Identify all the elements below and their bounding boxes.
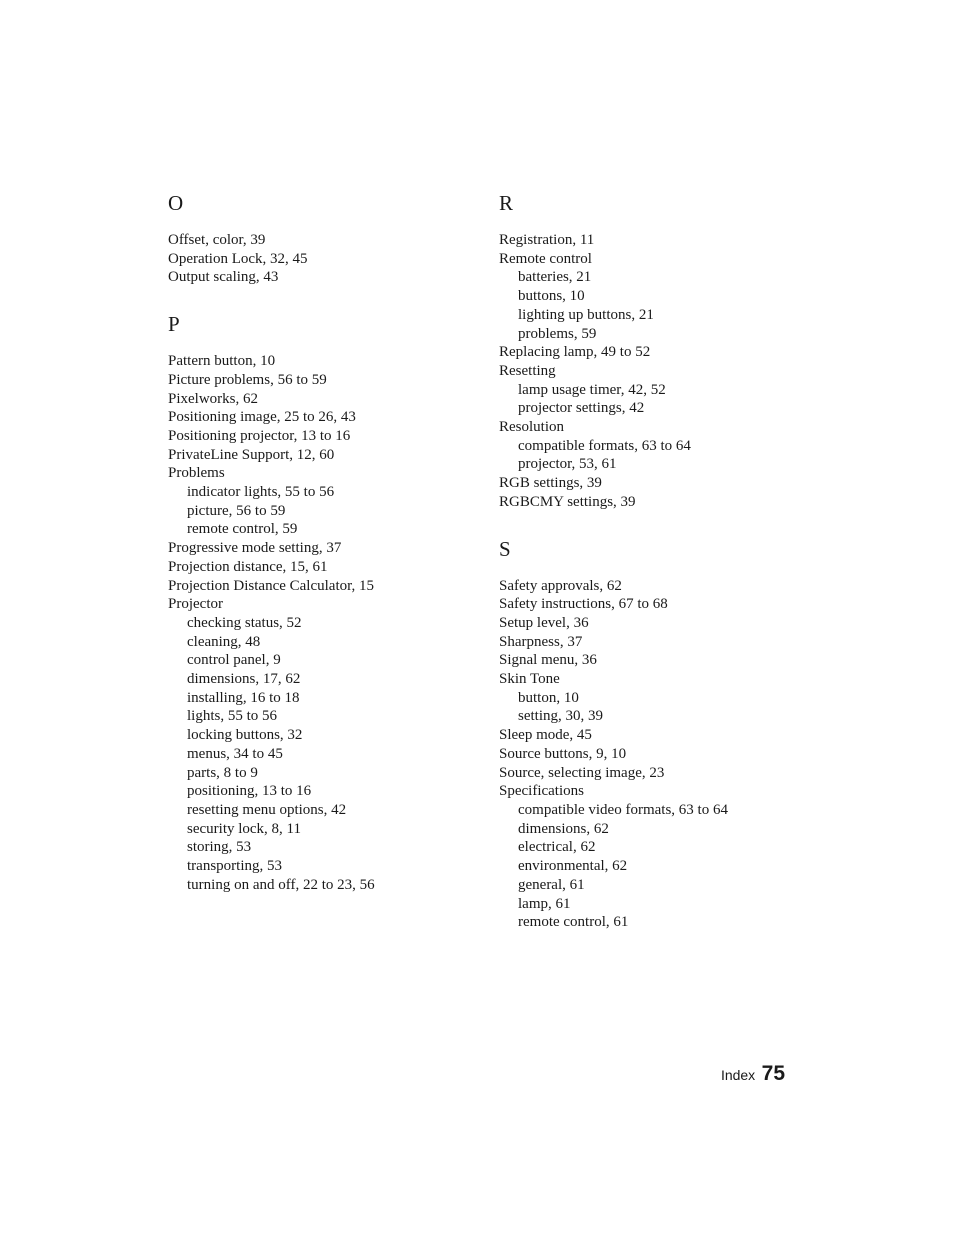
index-entry-text: Output scaling, 43 <box>168 269 279 286</box>
page-number: 75 <box>761 1062 785 1085</box>
index-entry <box>499 493 819 512</box>
index-entry <box>499 764 819 783</box>
index-entry-text: Projection distance, 15, 61 <box>168 558 328 575</box>
index-subentry: lighting up buttons, 21 <box>518 306 654 323</box>
index-subentry: general, 61 <box>518 876 585 893</box>
index-subentry: electrical, 62 <box>518 839 596 856</box>
index-entry <box>499 745 819 764</box>
index-subentry: button, 10 <box>518 689 579 706</box>
index-entry-text: Setup level, 36 <box>499 614 589 631</box>
section-letter-heading: P <box>168 312 180 337</box>
footer-section-label: Index <box>720 1067 756 1083</box>
index-subentry: security lock, 8, 11 <box>187 820 302 837</box>
index-subentry: locking buttons, 32 <box>187 727 303 744</box>
index-entry-text: Positioning image, 25 to 26, 43 <box>168 409 356 426</box>
index-entry-text: RGB settings, 39 <box>499 475 602 492</box>
index-entry <box>168 408 468 427</box>
index-entry <box>499 726 819 745</box>
index-entry <box>168 595 468 894</box>
index-entry <box>499 782 819 932</box>
index-entry-text: Safety instructions, 67 to 68 <box>499 596 668 613</box>
index-subentry: cleaning, 48 <box>187 633 261 650</box>
index-entry <box>168 268 468 287</box>
index-subentry: lights, 55 to 56 <box>187 708 278 725</box>
index-subentry: menus, 34 to 45 <box>187 745 283 762</box>
index-subentry: batteries, 21 <box>518 269 592 286</box>
index-entry-text: Projector <box>168 596 223 613</box>
index-entry <box>499 231 819 250</box>
index-subentry: lamp, 61 <box>518 895 571 912</box>
index-subentry-list <box>168 483 468 539</box>
index-section <box>168 311 468 894</box>
index-entry-list <box>499 577 819 932</box>
index-subentry-list <box>499 437 819 474</box>
index-entry <box>168 231 468 250</box>
index-entry <box>168 558 468 577</box>
index-subentry: parts, 8 to 9 <box>187 764 258 781</box>
index-entry <box>499 651 819 670</box>
index-column-left <box>168 190 468 919</box>
index-entry-text: Safety approvals, 62 <box>499 577 622 594</box>
index-subentry: remote control, 61 <box>518 914 629 931</box>
index-entry-text: Positioning projector, 13 to 16 <box>168 427 351 444</box>
index-entry <box>499 250 819 344</box>
index-entry <box>499 595 819 614</box>
index-entry <box>499 343 819 362</box>
index-entry-text: Pattern button, 10 <box>168 353 276 370</box>
index-entry-text: Resolution <box>499 419 565 436</box>
index-subentry: projector settings, 42 <box>518 400 645 417</box>
index-subentry-list <box>499 801 819 932</box>
index-subentry: picture, 56 to 59 <box>187 502 286 519</box>
index-entry-list <box>168 231 468 287</box>
index-subentry: positioning, 13 to 16 <box>187 783 312 800</box>
index-entry-list <box>168 352 468 894</box>
index-entry <box>499 577 819 596</box>
index-subentry: dimensions, 17, 62 <box>187 671 301 688</box>
index-subentry-list <box>499 268 819 343</box>
index-entry <box>168 446 468 465</box>
index-subentry: indicator lights, 55 to 56 <box>187 484 335 501</box>
index-subentry: control panel, 9 <box>187 652 281 669</box>
section-letter-heading: R <box>499 191 514 215</box>
section-letter-heading: O <box>168 191 184 215</box>
index-entry-text: RGBCMY settings, 39 <box>499 493 636 510</box>
index-entry <box>168 390 468 409</box>
index-entry-text: Offset, color, 39 <box>168 232 266 248</box>
index-entry <box>499 614 819 633</box>
index-entry <box>168 250 468 269</box>
index-entry <box>168 539 468 558</box>
index-entry-text: Resetting <box>499 362 556 379</box>
index-entry-text: Registration, 11 <box>499 232 595 248</box>
index-entry-text: Specifications <box>499 783 584 800</box>
index-subentry-list <box>168 614 468 895</box>
index-entry-text: PrivateLine Support, 12, 60 <box>168 446 335 463</box>
index-entry-text: Signal menu, 36 <box>499 652 597 669</box>
index-subentry: compatible formats, 63 to 64 <box>518 437 691 454</box>
index-entry <box>499 362 819 418</box>
page-footer <box>690 1062 785 1086</box>
index-entry-text: Source buttons, 9, 10 <box>499 745 627 762</box>
index-subentry-list <box>499 381 819 418</box>
index-entry <box>168 371 468 390</box>
index-subentry: dimensions, 62 <box>518 820 609 837</box>
index-entry <box>499 670 819 726</box>
index-subentry-list <box>499 689 819 726</box>
index-subentry: checking status, 52 <box>187 614 302 631</box>
index-entry-text: Sharpness, 37 <box>499 633 583 650</box>
index-subentry: setting, 30, 39 <box>518 708 603 725</box>
index-section <box>168 190 468 287</box>
index-entry-text: Progressive mode setting, 37 <box>168 540 342 557</box>
index-entry <box>499 633 819 652</box>
index-entry <box>168 464 468 539</box>
index-subentry: resetting menu options, 42 <box>187 801 347 818</box>
index-entry-text: Replacing lamp, 49 to 52 <box>499 344 651 361</box>
index-entry-text: Remote control <box>499 250 592 267</box>
index-entry-text: Sleep mode, 45 <box>499 727 592 744</box>
index-entry <box>168 352 468 371</box>
index-entry-text: Projection Distance Calculator, 15 <box>168 577 375 594</box>
index-entry-text: Picture problems, 56 to 59 <box>168 371 327 388</box>
index-entry-list <box>499 231 819 512</box>
index-section <box>499 190 819 512</box>
index-subentry: turning on and off, 22 to 23, 56 <box>187 876 375 893</box>
index-entry <box>168 427 468 446</box>
index-entry-text: Skin Tone <box>499 671 560 688</box>
section-letter-heading: S <box>499 536 511 561</box>
index-entry <box>499 474 819 493</box>
index-entry-text: Pixelworks, 62 <box>168 390 258 407</box>
index-entry <box>168 577 468 596</box>
index-section <box>499 536 819 932</box>
index-subentry: transporting, 53 <box>187 858 282 875</box>
index-subentry: environmental, 62 <box>518 858 628 875</box>
index-entry-text: Problems <box>168 465 225 482</box>
index-subentry: lamp usage timer, 42, 52 <box>518 381 666 398</box>
index-entry-text: Source, selecting image, 23 <box>499 764 665 781</box>
index-entry-text: Operation Lock, 32, 45 <box>168 250 308 267</box>
index-subentry: remote control, 59 <box>187 521 298 538</box>
index-subentry: installing, 16 to 18 <box>187 689 300 706</box>
index-column-right <box>499 190 819 956</box>
index-subentry: problems, 59 <box>518 325 597 342</box>
index-subentry: projector, 53, 61 <box>518 456 617 473</box>
index-subentry: compatible video formats, 63 to 64 <box>518 801 728 818</box>
index-subentry: storing, 53 <box>187 839 252 856</box>
index-entry <box>499 418 819 474</box>
index-subentry: buttons, 10 <box>518 288 585 305</box>
